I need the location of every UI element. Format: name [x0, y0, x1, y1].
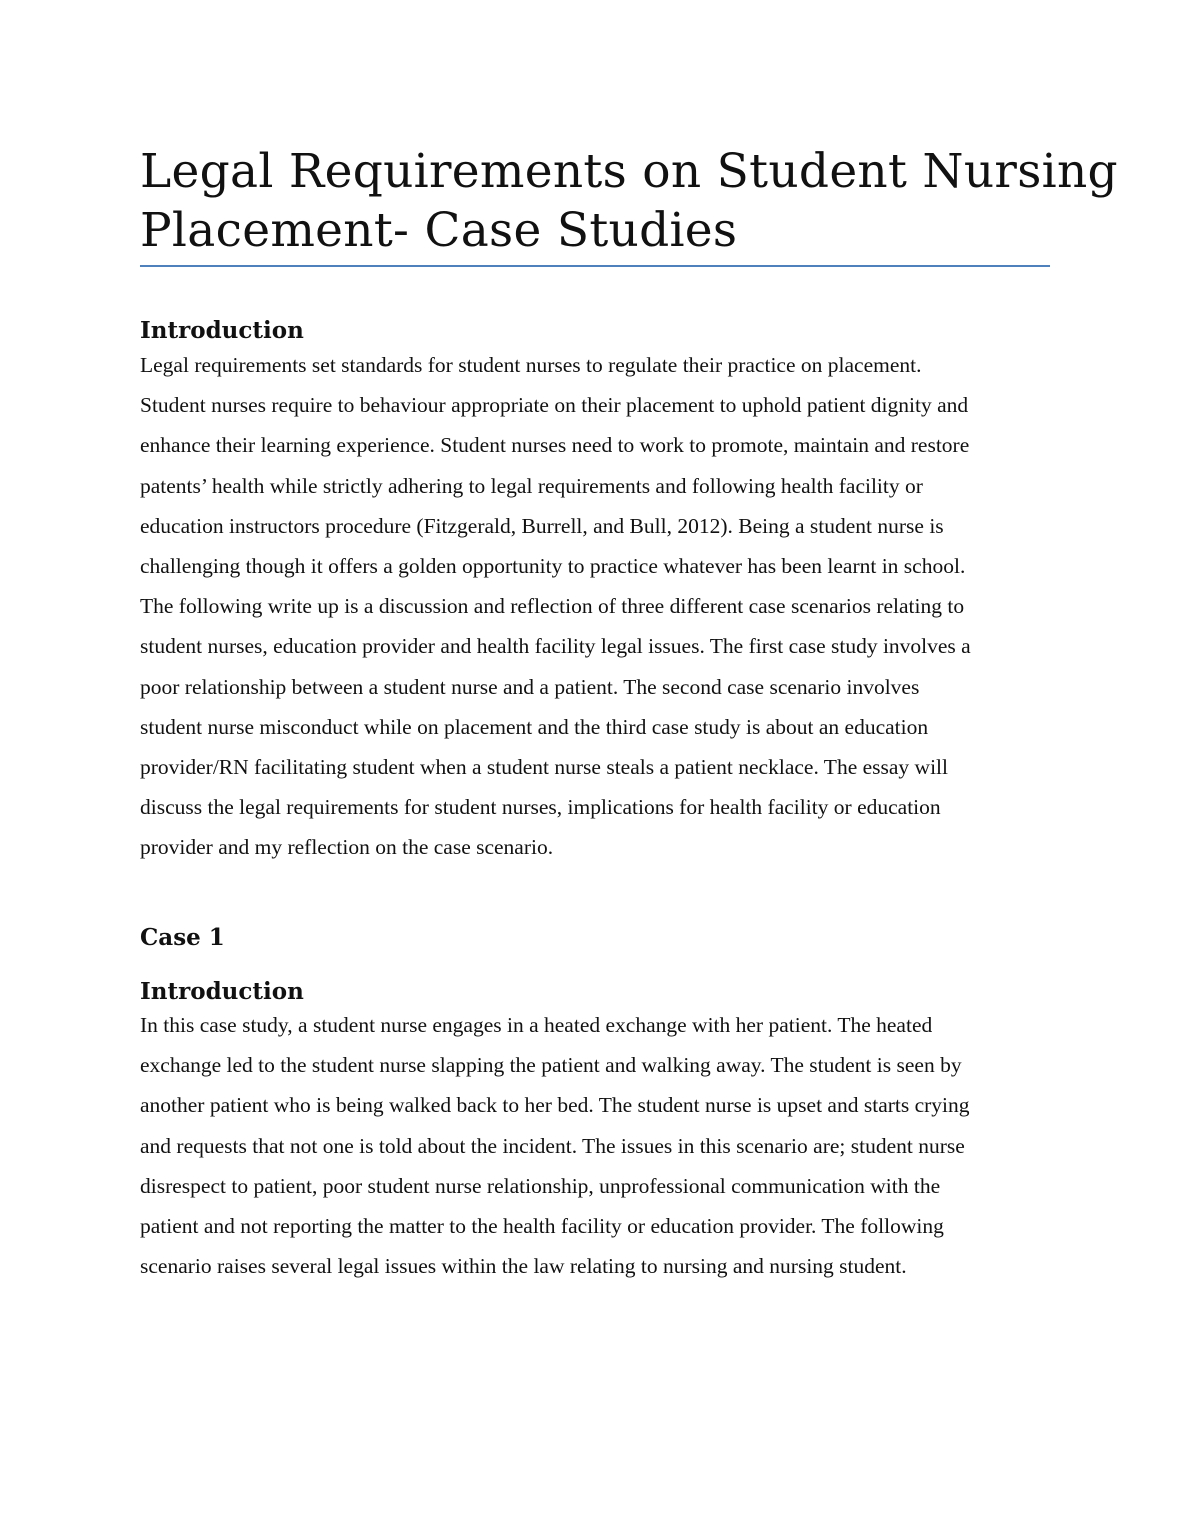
section-heading-introduction: Introduction — [140, 317, 304, 344]
section-heading-case-1: Case 1 — [140, 924, 225, 951]
document-title — [140, 142, 1118, 260]
title-underline — [140, 265, 1050, 267]
subsection-heading-introduction: Introduction — [140, 978, 304, 1005]
paragraph-line: and requests that not one is told about the incident. The issues in this scenario are; student nurse — [140, 1133, 965, 1158]
case-1-paragraph — [140, 1005, 1050, 1286]
paragraph-line: challenging though it offers a golden opportunity to practice whatever has been learnt in school. — [140, 554, 966, 579]
paragraph-line: poor relationship between a student nurse and a patient. The second case scenario involves — [140, 674, 920, 699]
paragraph-line: patient and not reporting the matter to the health facility or education provider. The following — [140, 1214, 944, 1239]
paragraph-line: discuss the legal requirements for student nurses, implications for health facility or education — [140, 795, 941, 820]
paragraph-line: patents’ health while strictly adhering to legal requirements and following health facility or — [140, 473, 923, 498]
paragraph-line: another patient who is being walked back to her bed. The student nurse is upset and starts crying — [140, 1093, 970, 1118]
paragraph-line: education instructors procedure (Fitzgerald, Burrell, and Bull, 2012). Being a student nurse is — [140, 513, 944, 538]
paragraph-line: The following write up is a discussion and reflection of three different case scenarios relating to — [140, 594, 965, 619]
paragraph-line: exchange led to the student nurse slapping the patient and walking away. The student is seen by — [140, 1053, 962, 1078]
paragraph-line: Student nurses require to behaviour appropriate on their placement to uphold patient dignity and — [140, 393, 969, 418]
paragraph-line: enhance their learning experience. Student nurses need to work to promote, maintain and restore — [140, 433, 970, 458]
paragraph-line: provider and my reflection on the case scenario. — [140, 835, 554, 860]
paragraph-line: student nurses, education provider and health facility legal issues. The first case study involves a — [140, 634, 971, 659]
paragraph-line: provider/RN facilitating student when a student nurse steals a patient necklace. The essay will — [140, 755, 949, 780]
document-title-line: Placement- Case Studies — [140, 203, 738, 258]
paragraph-line: Legal requirements set standards for student nurses to regulate their practice on placement. — [140, 353, 922, 377]
paragraph-line: In this case study, a student nurse engages in a heated exchange with her patient. The heated — [140, 1013, 933, 1037]
introduction-paragraph — [140, 345, 1050, 868]
paragraph-line: scenario raises several legal issues within the law relating to nursing and nursing student. — [140, 1254, 907, 1279]
paragraph-line: student nurse misconduct while on placement and the third case study is about an education — [140, 714, 929, 739]
document-title-line: Legal Requirements on Student Nursing — [140, 144, 1118, 199]
paragraph-line: disrespect to patient, poor student nurse relationship, unprofessional communication with the — [140, 1173, 941, 1198]
